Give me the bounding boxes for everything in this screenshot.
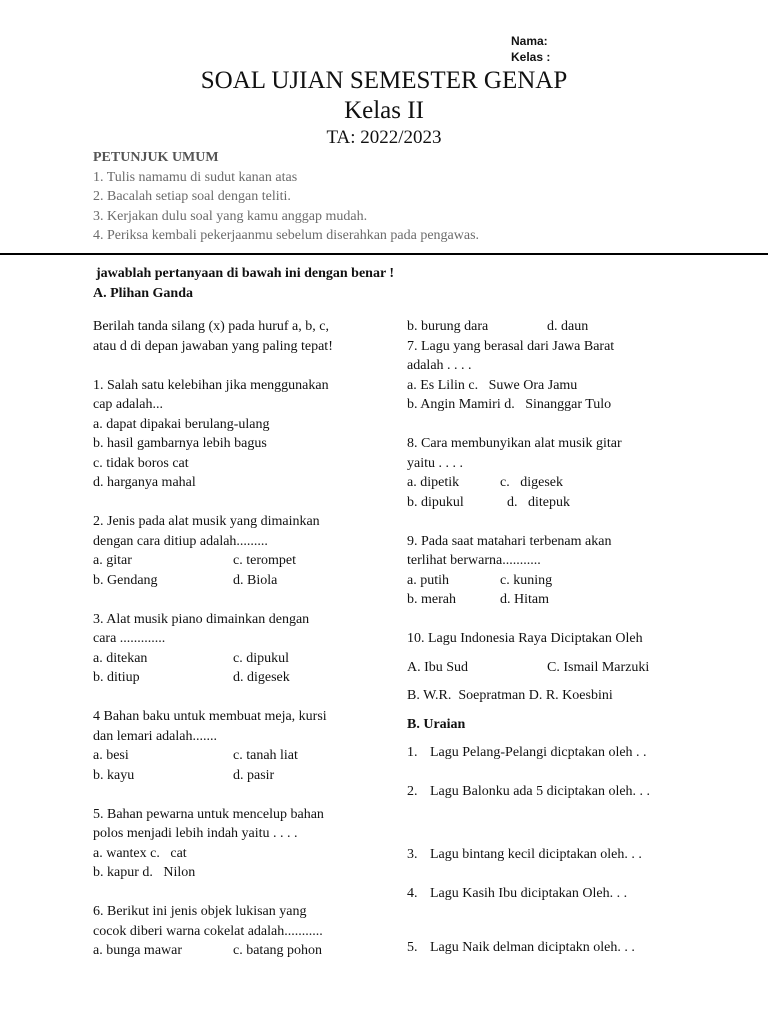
option-a: a. putih	[407, 572, 449, 588]
left-column	[93, 317, 373, 961]
essay-text: Lagu Naik delman diciptakn oleh. . .	[430, 940, 635, 955]
option-a: a. dipetik	[407, 475, 460, 490]
question-3-text: cara .............	[93, 631, 166, 646]
intro-line: jawablah pertanyaan di bawah ini dengan benar !	[96, 266, 395, 281]
instruction-item: 3. Kerjakan dulu soal yang kamu anggap mudah.	[93, 208, 368, 224]
kelas-label: Kelas :	[511, 50, 551, 64]
question-1-text: cap adalah...	[93, 397, 163, 412]
question-5-text: polos menjadi lebih indah yaitu . . . .	[93, 826, 298, 841]
essay-text: Lagu Balonku ada 5 diciptakan oleh. . .	[430, 783, 651, 799]
option-a: a. ditekan	[93, 650, 148, 666]
option-d: d. pasir	[233, 767, 275, 783]
section-b-heading: B. Uraian	[407, 716, 466, 732]
section-a-heading: A. Plihan Ganda	[93, 286, 193, 301]
option-line: a. Es Lilin c. Suwe Ora Jamu	[407, 377, 578, 393]
option-c: C. Ismail Marzuki	[547, 659, 650, 675]
directions-line: atau d di depan jawaban yang paling tepat!	[93, 338, 333, 354]
essay-number: 4.	[407, 885, 418, 901]
essay-number: 1.	[407, 745, 418, 760]
essay-item	[407, 884, 737, 904]
option-c: c. terompet	[233, 553, 296, 568]
option-d: d. ditepuk	[507, 494, 570, 510]
option-a: a. besi	[93, 748, 129, 763]
right-column	[407, 317, 737, 958]
question-6-text: 6. Berikut ini jenis objek lukisan yang	[93, 904, 307, 919]
instruction-item: 2. Bacalah setiap soal dengan teliti.	[93, 189, 291, 204]
option-a: a. bunga mawar	[93, 943, 183, 958]
intro	[93, 264, 394, 304]
option-b: b. kayu	[93, 767, 135, 783]
option-b: b. merah	[407, 592, 456, 607]
option-c: c. digesek	[500, 475, 563, 490]
question-2-text: 2. Jenis pada alat musik yang dimainkan	[93, 514, 320, 529]
question-8-text: yaitu . . . .	[407, 455, 463, 471]
exam-title: SOAL UJIAN SEMESTER GENAP	[200, 67, 568, 94]
essay-item	[407, 845, 737, 865]
question-7-text: adalah . . . .	[407, 358, 472, 373]
academic-year: TA: 2022/2023	[326, 127, 442, 148]
option-line: b. Angin Mamiri d. Sinanggar Tulo	[407, 397, 612, 412]
option-line: B. W.R. Soepratman D. R. Koesbini	[407, 688, 613, 703]
option-d: d. Biola	[233, 572, 278, 588]
essay-text: Lagu Kasih Ibu diciptakan Oleh. . .	[430, 885, 628, 901]
question-3-text: 3. Alat musik piano dimainkan dengan	[93, 611, 310, 627]
name-class-box	[511, 33, 550, 65]
option-b: b. hasil gambarnya lebih bagus	[93, 436, 267, 451]
instruction-item: 4. Periksa kembali pekerjaanmu sebelum diserahkan pada pengawas.	[93, 228, 480, 243]
essay-item	[407, 743, 737, 763]
question-4-text: dan lemari adalah.......	[93, 728, 218, 744]
instruction-item: 1. Tulis namamu di sudut kanan atas	[93, 169, 298, 185]
option-c: c. tidak boros cat	[93, 455, 189, 471]
option-d: d. daun	[547, 319, 589, 334]
essay-number: 5.	[407, 940, 418, 955]
nama-label: Nama:	[511, 34, 548, 48]
option-c: c. kuning	[500, 572, 553, 588]
question-6-text: cocok diberi warna cokelat adalah...........	[93, 923, 323, 939]
essay-number: 2.	[407, 783, 418, 799]
question-9-text: 9. Pada saat matahari terbenam akan	[407, 533, 612, 549]
option-b: b. ditiup	[93, 670, 140, 685]
question-4-text: 4 Bahan baku untuk membuat meja, kursi	[93, 709, 327, 724]
option-b: b. burung dara	[407, 319, 489, 334]
option-c: c. tanah liat	[233, 748, 298, 763]
directions-line: Berilah tanda silang (x) pada huruf a, b, c,	[93, 319, 329, 334]
option-d: d. digesek	[233, 670, 290, 685]
essay-item	[407, 938, 737, 958]
option-c: c. dipukul	[233, 650, 289, 666]
option-a: a. gitar	[93, 553, 132, 568]
question-7-text: 7. Lagu yang berasal dari Jawa Barat	[407, 338, 615, 354]
option-d: d. Hitam	[500, 592, 549, 607]
essay-number: 3.	[407, 847, 418, 862]
question-10-text: 10. Lagu Indonesia Raya Diciptakan Oleh	[407, 631, 643, 646]
class-title: Kelas II	[344, 97, 424, 124]
essay-item	[407, 782, 737, 802]
option-c: c. batang pohon	[233, 943, 323, 958]
question-1-text: 1. Salah satu kelebihan jika menggunakan	[93, 377, 329, 393]
option-line: b. kapur d. Nilon	[93, 865, 196, 880]
question-9-text: terlihat berwarna...........	[407, 553, 541, 568]
question-5-text: 5. Bahan pewarna untuk mencelup bahan	[93, 806, 324, 822]
question-2-text: dengan cara ditiup adalah.........	[93, 533, 268, 549]
option-a: a. dapat dipakai berulang-ulang	[93, 416, 270, 432]
option-b: b. Gendang	[93, 572, 158, 588]
option-d: d. harganya mahal	[93, 475, 196, 490]
option-a: A. Ibu Sud	[407, 659, 469, 675]
instructions-heading: PETUNJUK UMUM	[93, 150, 219, 165]
question-8-text: 8. Cara membunyikan alat musik gitar	[407, 436, 622, 451]
instructions	[93, 148, 479, 246]
divider-line	[0, 253, 768, 255]
option-b: b. dipukul	[407, 494, 464, 510]
option-line: a. wantex c. cat	[93, 845, 187, 861]
essay-text: Lagu bintang kecil diciptakan oleh. . .	[430, 847, 642, 862]
essay-text: Lagu Pelang-Pelangi dicptakan oleh . .	[430, 745, 647, 760]
